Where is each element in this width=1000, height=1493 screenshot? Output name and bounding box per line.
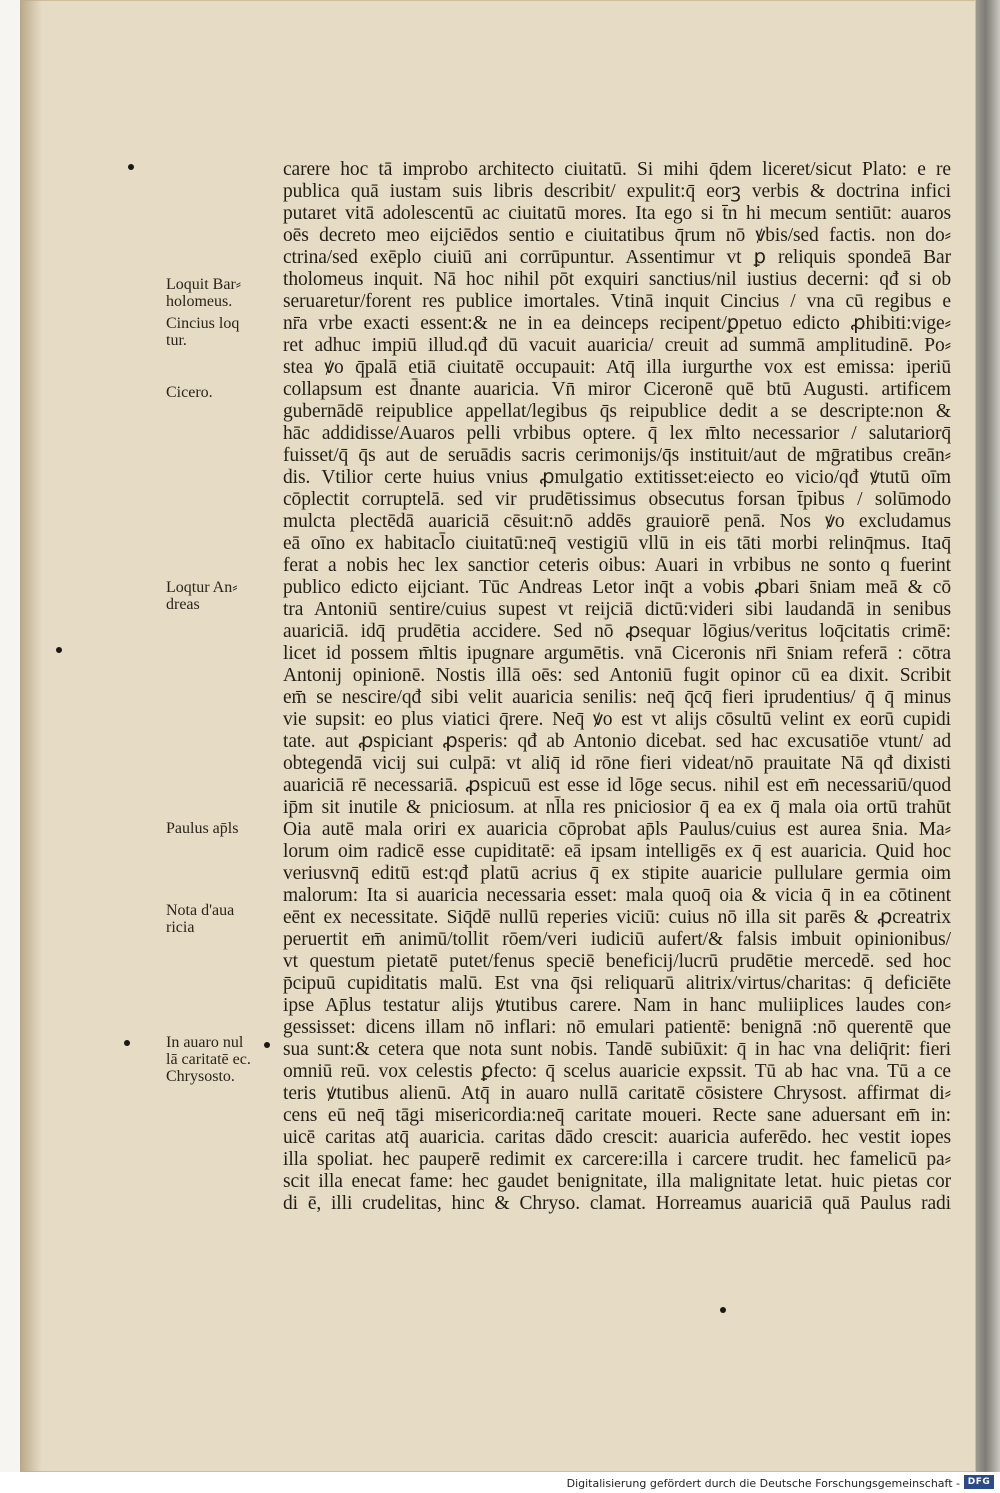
margin-note-line: ricia — [166, 919, 195, 936]
ink-speck — [720, 1307, 726, 1313]
margin-note-andreas — [166, 579, 281, 613]
page-edge-shadow — [20, 0, 42, 1472]
text-line: cens eū neq̄ tāgi misericordia:neq̄ caritate moueri. Recte sane aduersant em̄ in: — [283, 1105, 951, 1126]
text-line: putaret vitā adolescentū ac ciuitatū mores. Ita ego si t̄n hi mecum sentiūt: auaros — [283, 203, 951, 224]
margin-note-line: Chrysosto. — [166, 1068, 235, 1085]
text-line: eā oīno ex habitacl̄o ciuitatū:neq̄ vestigiū vllū in eis tāti morbi relinq̄mus. Itaq̄ — [283, 533, 951, 554]
margin-note-cicero — [166, 384, 281, 401]
text-line: gubernādē reipublice appellat/legibus q̄s reipublice dedit a se descripte:non & — [283, 401, 951, 422]
margin-note-line: Loquit Bar⸗ — [166, 276, 242, 293]
footer-credit: Digitalisierung gefördert durch die Deutsche Forschungsgemeinschaft - — [566, 1477, 960, 1490]
text-line: lorum oim radicē esse cupiditatē: eā ipsam intelligēs ex q̄ est auaricia. Quid hoc — [283, 841, 951, 862]
text-line: fuisset/q̄ q̄s aut de seruādis sacris cerimonijs/q̄s instituit/aut de mḡratibus creān⸗ — [283, 445, 951, 466]
margin-note-paulus — [166, 820, 281, 837]
margin-note-line: tur. — [166, 332, 187, 349]
margin-note-line: Cincius loq — [166, 315, 240, 332]
text-line: publico edicto eijciant. Tūc Andreas Letor inq̄t a vobis ꝓbari s̄niam meā & cō — [283, 577, 951, 598]
margin-note-chrysostomus — [166, 1034, 281, 1085]
ink-speck — [128, 164, 134, 170]
dfg-logo-icon: DFG — [964, 1475, 994, 1489]
book-gutter — [976, 0, 1000, 1472]
margin-note-bartholomeus — [166, 276, 281, 310]
text-line: peruertit em̄ animū/tollit rōem/veri iudiciū aufert/& falsis imbuit opinionibus/ — [283, 929, 951, 950]
text-line: gessisset: dicens illam nō inflari: nō emulari patientē: benignā :nō querentē que — [283, 1017, 951, 1038]
ink-speck — [124, 1040, 130, 1046]
margin-note-line: holomeus. — [166, 293, 233, 310]
text-line: scit illa enecat fame: hec gaudet benignitate, illa malignitate letat. huic pietas cor — [283, 1171, 951, 1192]
margin-note-line: lā caritatē ec. — [166, 1051, 251, 1068]
text-line: ipse Ap̄lus testatur alijs ꝟtutibus carere. Nam in hanc muliiplices laudes con⸗ — [283, 995, 951, 1016]
text-line: ret adhuc impiū illud.qđ dū vacuit auaricia/ creuit ad summā amplitudinē. Po⸗ — [283, 335, 951, 356]
text-line: tate. aut ꝓspiciant ꝓsperis: qđ ab Antonio dicebat. sed hac excusatiōe vtunt/ ad — [283, 731, 951, 752]
ink-speck — [264, 1042, 270, 1048]
text-line: illa spoliat. hec pauperē redimit ex carcere:illa i carcere trudit. hec famelicū pa⸗ — [283, 1149, 951, 1170]
margin-note-line: Cicero. — [166, 384, 213, 401]
text-line: ip̄m sit inutile & pniciosum. at nl̄la res pniciosior q̄ ea ex q̄ mala oia ortū trahūt — [283, 797, 951, 818]
margin-note-auaricia — [166, 902, 281, 936]
text-line: tra Antoniū sentire/cuius supest vt reijciā dictū:videri sibi laudandā in senibus — [283, 599, 951, 620]
scanned-page — [20, 0, 976, 1472]
text-line: p̄cipuū cupiditatis malū. Est vna q̄si reliquarū alitrix/virtus/charitas: q̄ deficiēte — [283, 973, 951, 994]
text-line: mulcta plectēdā auariciā cēsuit:nō addēs grauiorē penā. Nos ꝟo excludamus — [283, 511, 951, 532]
text-line: veriusvnq̄ editū est:qđ platū acrius q̄ ex stipite auaricie pullulare germia oim — [283, 863, 951, 884]
text-line: uicē caritas atq̄ auaricia. caritas dādo crescit: auaricia auferēdo. hec vestit iopes — [283, 1127, 951, 1148]
text-line: ctrina/sed exēplo ciuiū ani corrūpuntur. Assentimur vt ꝑ reliquis spondeā Bar — [283, 247, 951, 268]
text-line: licet id possem m̄ltis ipugnare argumētis. vnā Ciceronis nr̄i s̄niam referā : cōtra — [283, 643, 951, 664]
text-line: hāc addidisse/Auaros pelli vrbibus optere. q̄ lex m̄lto necessarior / salutariorq̄ — [283, 423, 951, 444]
text-line: malorum: Ita si auaricia necessaria esset: mala quoq̄ oia & vicia q̄ in ea cōtinent — [283, 885, 951, 906]
text-line: carere hoc tā improbo architecto ciuitatū. Si mihi q̄dem liceret/sicut Plato: e re — [283, 159, 951, 180]
text-line: ferat a nobis hec lex sanctior ceteris oibus: Auari in vrbibus ne sonto q fuerint — [283, 555, 951, 576]
margin-note-line: Nota d'aua — [166, 902, 235, 919]
text-line: em̄ se nescire/qđ sibi velit auaricia senilis: neq̄ q̄cq̄ fieri iprudentius/ q̄ q̄ minus — [283, 687, 951, 708]
text-line: sua sunt:& cetera que nota sunt nobis. Tandē subiūxit: q̄ in hac vna deliq̄rit: fieri — [283, 1039, 951, 1060]
text-line: teris ꝟtutibus alienū. Atq̄ in auaro nullā caritatē cōsistere Chrysost. affirmat di⸗ — [283, 1083, 951, 1104]
text-line: oēs decreto meo eijciēdos sentio e ciuitatibus q̄rum nō ꝟbis/sed factis. non do⸗ — [283, 225, 951, 246]
ink-speck — [56, 647, 62, 653]
text-line: collapsum est d̄nante auaricia. Vn̄ miror Ciceronē quē btū Augusti. artificem — [283, 379, 951, 400]
text-line: auariciā. idq̄ prudētia accidere. Sed nō ꝓsequar lōgius/veritus loq̄citatis crimē: — [283, 621, 951, 642]
text-line: publica quā iustam suis libris describit/ expulit:q̄ eorꝫ verbis & doctrina infici — [283, 181, 951, 202]
text-line: Oia autē mala oriri ex auaricia cōprobat ap̄ls Paulus/cuius est aurea s̄nia. Ma⸗ — [283, 819, 951, 840]
text-line: obtegendā vicij sui culpā: vt aliq̄ id rōne fieri videat/nō prauitate Nā qđ dixisti — [283, 753, 951, 774]
text-line: vie supsit: eo plus viatici q̄rere. Neq̄ ꝟo est vt alijs cōsultū velint ex eorū cupidi — [283, 709, 951, 730]
margin-note-line: Paulus ap̄ls — [166, 820, 239, 837]
text-line: vt questum pietatē putet/fenus speciē beneficij/lucrū prudētie mercedē. sed hoc — [283, 951, 951, 972]
text-line: seruaretur/forent res publice imortales. Vtinā inquit Cincius / vna cū regibus e — [283, 291, 951, 312]
text-line: Antonij opinionē. Nostis illā oēs: sed Antoniū fugit opinor cū ea dixit. Scribit — [283, 665, 951, 686]
margin-note-line: In auaro nul — [166, 1034, 244, 1051]
margin-note-line: Loqtur An⸗ — [166, 579, 238, 596]
text-line: nr̄a vrbe exacti essent:& ne in ea deinceps recipent/ꝑpetuo edicto ꝓhibiti:vige⸗ — [283, 313, 951, 334]
text-line: omniū reū. vox celestis ꝑfecto: q̄ scelus auaricie expssit. Tū ab hac vna. Tū a ce — [283, 1061, 951, 1082]
text-line: cōplectit corruptelā. sed vir prudētissimus obsecutus forsan t̄pibus / solūmodo — [283, 489, 951, 510]
margin-note-cincius — [166, 315, 281, 349]
text-line: stea ꝟo q̄palā etiā ciuitatē occupauit: Atq̄ illa iurgurthe vox est emissa: iperiū — [283, 357, 951, 378]
text-line: eēnt ex necessitate. Siq̄dē nullū reperies viciū: cuius nō illa sit parēs & ꝓcreatrix — [283, 907, 951, 928]
text-line: dis. Vtilior certe huius vnius ꝓmulgatio extitisset:eiecto eo vicio/qđ ꝟtutū oīm — [283, 467, 951, 488]
text-line: tholomeus inquit. Nā hoc nihil pōt exquiri sanctius/nil iustius decerni: qđ si ob — [283, 269, 951, 290]
text-line: di ē, illi crudelitas, hinc & Chryso. clamat. Horreamus auariciā quā Paulus radi — [283, 1193, 951, 1214]
text-line: auariciā rē necessariā. ꝓspicuū est esse id lōge secus. nihil est em̄ necessariū/quod — [283, 775, 951, 796]
margin-note-line: dreas — [166, 596, 200, 613]
